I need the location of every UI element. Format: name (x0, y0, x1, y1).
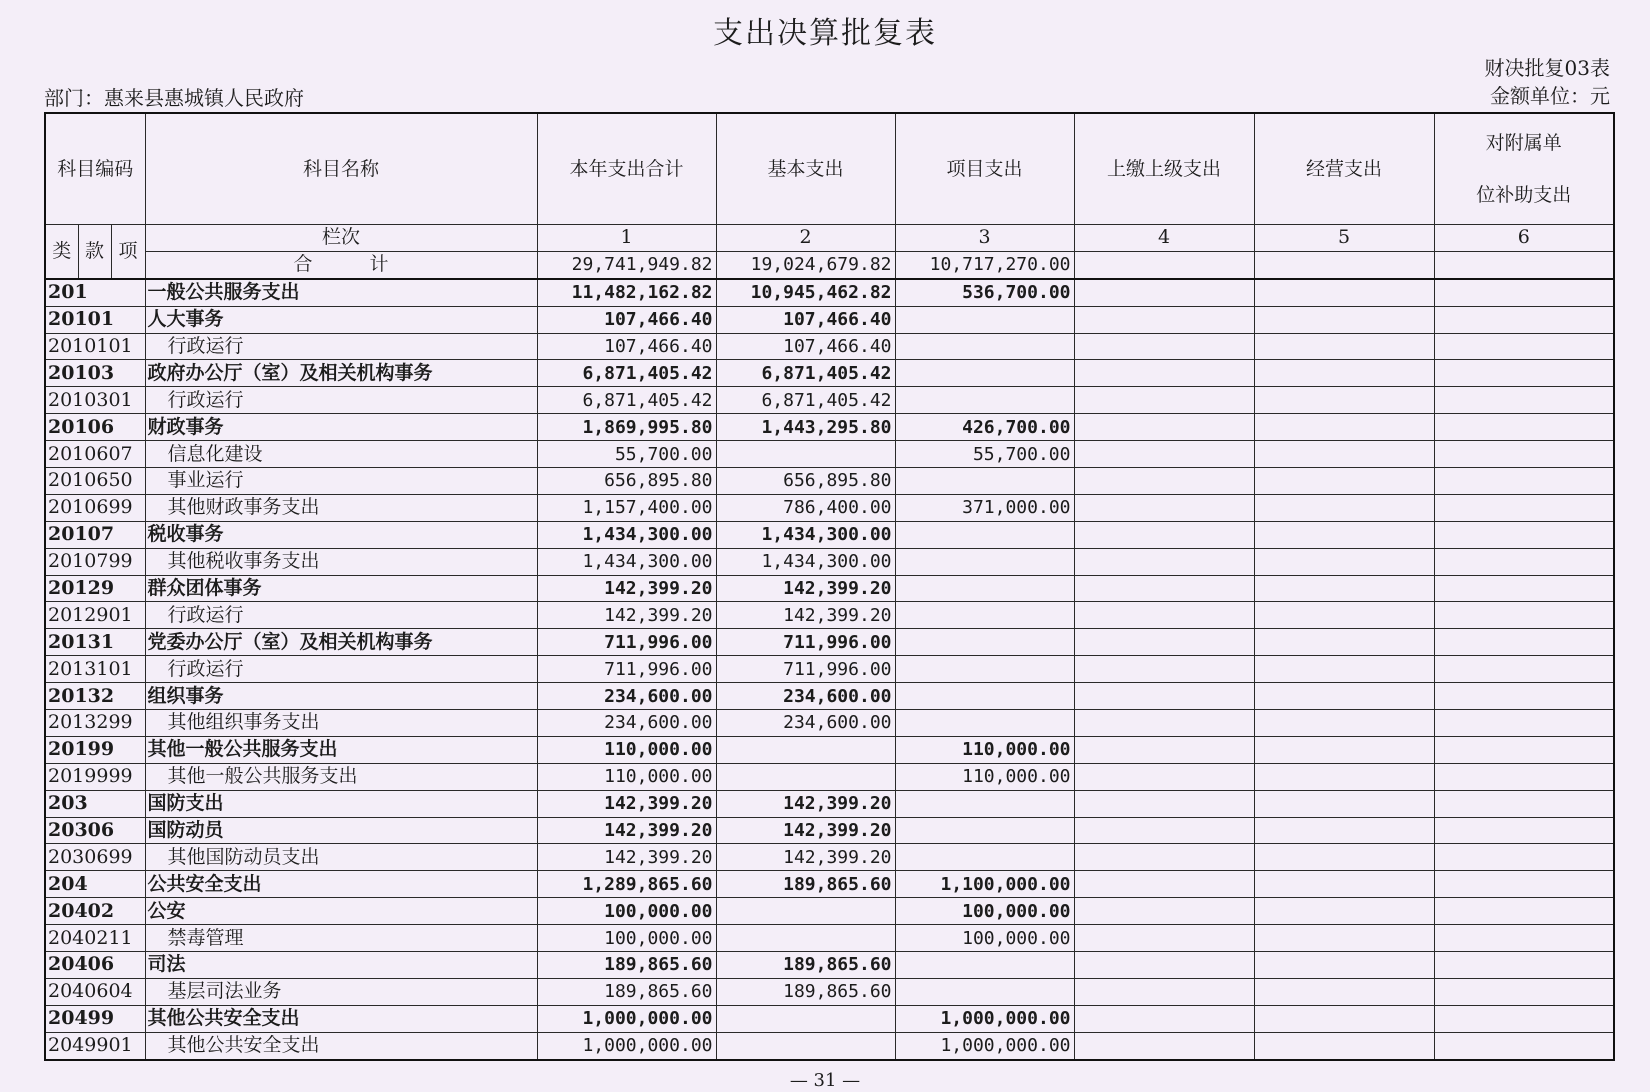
row-c5 (1254, 468, 1434, 495)
row-c4 (1074, 925, 1254, 952)
row-c2: 6,871,405.42 (716, 387, 895, 414)
row-c6 (1434, 414, 1614, 441)
row-c1: 110,000.00 (537, 736, 716, 763)
row-c1: 189,865.60 (537, 978, 716, 1005)
header-name: 科目名称 (145, 113, 537, 225)
row-c6 (1434, 978, 1614, 1005)
table-row (45, 548, 1614, 575)
row-c1: 142,399.20 (537, 602, 716, 629)
table-row (45, 978, 1614, 1005)
total-c1: 29,741,949.82 (537, 251, 716, 278)
row-c5 (1254, 494, 1434, 521)
row-c5 (1254, 844, 1434, 871)
row-c2 (716, 925, 895, 952)
row-c5 (1254, 978, 1434, 1005)
row-c2: 142,399.20 (716, 817, 895, 844)
col-num-6: 6 (1434, 225, 1614, 252)
row-c3: 100,000.00 (895, 898, 1074, 925)
row-name: 群众团体事务 (145, 575, 537, 602)
row-name: 司法 (145, 952, 537, 979)
row-c3 (895, 629, 1074, 656)
row-c2: 189,865.60 (716, 871, 895, 898)
row-c4 (1074, 548, 1254, 575)
col-num-4: 4 (1074, 225, 1254, 252)
row-c2 (716, 898, 895, 925)
row-c2: 10,945,462.82 (716, 279, 895, 306)
row-name: 行政运行 (145, 656, 537, 683)
row-c4 (1074, 656, 1254, 683)
row-c3 (895, 602, 1074, 629)
row-code: 20132 (45, 683, 145, 710)
row-c3 (895, 521, 1074, 548)
row-code: 20107 (45, 521, 145, 548)
row-c6 (1434, 468, 1614, 495)
row-code: 203 (45, 790, 145, 817)
row-c4 (1074, 521, 1254, 548)
row-c6 (1434, 279, 1614, 306)
amount-unit: 金额单位：元 (1490, 84, 1610, 108)
row-c6 (1434, 602, 1614, 629)
row-c1: 1,000,000.00 (537, 1032, 716, 1059)
row-code: 2010607 (45, 441, 145, 468)
row-name: 禁毒管理 (145, 925, 537, 952)
row-c3: 426,700.00 (895, 414, 1074, 441)
row-name: 国防支出 (145, 790, 537, 817)
table-row (45, 414, 1614, 441)
row-c4 (1074, 306, 1254, 333)
row-c3 (895, 306, 1074, 333)
row-c4 (1074, 871, 1254, 898)
row-c6 (1434, 333, 1614, 360)
row-c5 (1254, 441, 1434, 468)
header-basic: 基本支出 (716, 113, 895, 225)
row-c5 (1254, 925, 1434, 952)
row-code: 2030699 (45, 844, 145, 871)
row-c4 (1074, 844, 1254, 871)
row-c4 (1074, 978, 1254, 1005)
table-row (45, 844, 1614, 871)
row-c1: 234,600.00 (537, 710, 716, 737)
page-title: 支出决算批复表 (713, 16, 937, 51)
row-c1: 11,482,162.82 (537, 279, 716, 306)
row-c1: 1,434,300.00 (537, 548, 716, 575)
row-c4 (1074, 468, 1254, 495)
row-c1: 142,399.20 (537, 790, 716, 817)
row-name: 行政运行 (145, 602, 537, 629)
total-c2: 19,024,679.82 (716, 251, 895, 278)
row-c2: 6,871,405.42 (716, 360, 895, 387)
row-c3 (895, 978, 1074, 1005)
row-c6 (1434, 710, 1614, 737)
row-c2 (716, 763, 895, 790)
row-c2: 142,399.20 (716, 790, 895, 817)
row-c3: 100,000.00 (895, 925, 1074, 952)
row-c3 (895, 710, 1074, 737)
row-c1: 142,399.20 (537, 575, 716, 602)
row-c5 (1254, 817, 1434, 844)
row-c6 (1434, 817, 1614, 844)
row-c6 (1434, 1005, 1614, 1032)
table-row (45, 871, 1614, 898)
row-name: 一般公共服务支出 (145, 279, 537, 306)
row-name: 事业运行 (145, 468, 537, 495)
row-c1: 107,466.40 (537, 333, 716, 360)
row-c5 (1254, 279, 1434, 306)
row-c2: 1,443,295.80 (716, 414, 895, 441)
table-row (45, 333, 1614, 360)
row-c6 (1434, 656, 1614, 683)
row-name: 财政事务 (145, 414, 537, 441)
row-c3: 536,700.00 (895, 279, 1074, 306)
row-c2: 107,466.40 (716, 306, 895, 333)
row-code: 2049901 (45, 1032, 145, 1059)
row-c4 (1074, 333, 1254, 360)
row-c1: 100,000.00 (537, 898, 716, 925)
row-name: 其他财政事务支出 (145, 494, 537, 521)
row-c5 (1254, 871, 1434, 898)
header-remit: 上缴上级支出 (1074, 113, 1254, 225)
row-c1: 234,600.00 (537, 683, 716, 710)
row-name: 行政运行 (145, 333, 537, 360)
row-c4 (1074, 387, 1254, 414)
row-code: 20101 (45, 306, 145, 333)
row-name: 其他公共安全支出 (145, 1032, 537, 1059)
table-row (45, 387, 1614, 414)
row-code: 20402 (45, 898, 145, 925)
row-c2 (716, 441, 895, 468)
row-c6 (1434, 441, 1614, 468)
row-c1: 1,289,865.60 (537, 871, 716, 898)
row-c6 (1434, 629, 1614, 656)
row-c2: 234,600.00 (716, 710, 895, 737)
col-num-2: 2 (716, 225, 895, 252)
row-c3 (895, 844, 1074, 871)
table-row (45, 279, 1614, 306)
row-c4 (1074, 683, 1254, 710)
row-c4 (1074, 279, 1254, 306)
row-c1: 100,000.00 (537, 925, 716, 952)
row-c1: 110,000.00 (537, 763, 716, 790)
row-c4 (1074, 494, 1254, 521)
header-business: 经营支出 (1254, 113, 1434, 225)
row-c3: 371,000.00 (895, 494, 1074, 521)
row-code: 20406 (45, 952, 145, 979)
table-row (45, 575, 1614, 602)
table-number: 财决批复03表 (1484, 56, 1610, 80)
row-code: 204 (45, 871, 145, 898)
row-c2: 234,600.00 (716, 683, 895, 710)
row-c1: 711,996.00 (537, 629, 716, 656)
row-c6 (1434, 521, 1614, 548)
header-total: 本年支出合计 (537, 113, 716, 225)
row-c5 (1254, 952, 1434, 979)
table-row (45, 360, 1614, 387)
header-code: 科目编码 (45, 113, 145, 225)
row-c4 (1074, 763, 1254, 790)
row-c4 (1074, 441, 1254, 468)
row-c6 (1434, 683, 1614, 710)
table-row (45, 656, 1614, 683)
row-code: 2010650 (45, 468, 145, 495)
row-c5 (1254, 333, 1434, 360)
table-row (45, 710, 1614, 737)
table-row (45, 925, 1614, 952)
row-c6 (1434, 898, 1614, 925)
row-c2 (716, 736, 895, 763)
row-code: 2040604 (45, 978, 145, 1005)
row-c4 (1074, 736, 1254, 763)
row-c3: 1,100,000.00 (895, 871, 1074, 898)
row-c4 (1074, 817, 1254, 844)
expenditure-table (44, 112, 1615, 1061)
row-code: 20499 (45, 1005, 145, 1032)
row-code: 2013101 (45, 656, 145, 683)
row-c3 (895, 360, 1074, 387)
row-name: 政府办公厅（室）及相关机构事务 (145, 360, 537, 387)
col-num-3: 3 (895, 225, 1074, 252)
total-row (45, 251, 1614, 278)
row-name: 基层司法业务 (145, 978, 537, 1005)
row-name: 税收事务 (145, 521, 537, 548)
department-label: 部门：惠来县惠城镇人民政府 (44, 86, 304, 110)
row-c2: 711,996.00 (716, 656, 895, 683)
row-c4 (1074, 790, 1254, 817)
row-c1: 55,700.00 (537, 441, 716, 468)
table-row (45, 306, 1614, 333)
row-name: 组织事务 (145, 683, 537, 710)
table-row (45, 736, 1614, 763)
table-row (45, 898, 1614, 925)
row-c4 (1074, 898, 1254, 925)
row-c4 (1074, 602, 1254, 629)
total-label: 合 计 (145, 251, 537, 278)
row-c3 (895, 683, 1074, 710)
row-c5 (1254, 763, 1434, 790)
row-c3 (895, 817, 1074, 844)
row-c5 (1254, 548, 1434, 575)
row-c3 (895, 387, 1074, 414)
row-c1: 1,157,400.00 (537, 494, 716, 521)
row-c5 (1254, 575, 1434, 602)
row-c3: 1,000,000.00 (895, 1005, 1074, 1032)
table-row (45, 441, 1614, 468)
total-c5 (1254, 251, 1434, 278)
header-xiang: 项 (111, 225, 145, 279)
row-c1: 6,871,405.42 (537, 387, 716, 414)
row-c3: 110,000.00 (895, 736, 1074, 763)
row-c2: 142,399.20 (716, 602, 895, 629)
row-c6 (1434, 306, 1614, 333)
row-c5 (1254, 790, 1434, 817)
row-code: 2012901 (45, 602, 145, 629)
col-num-1: 1 (537, 225, 716, 252)
row-c2: 107,466.40 (716, 333, 895, 360)
row-c5 (1254, 683, 1434, 710)
row-c3: 55,700.00 (895, 441, 1074, 468)
row-code: 20131 (45, 629, 145, 656)
header-row (45, 113, 1614, 225)
row-name: 信息化建设 (145, 441, 537, 468)
row-code: 2040211 (45, 925, 145, 952)
row-c2: 189,865.60 (716, 978, 895, 1005)
row-c4 (1074, 1032, 1254, 1059)
row-name: 国防动员 (145, 817, 537, 844)
row-c3 (895, 575, 1074, 602)
table-row (45, 602, 1614, 629)
row-code: 20306 (45, 817, 145, 844)
row-c1: 142,399.20 (537, 817, 716, 844)
column-number-row (45, 225, 1614, 252)
row-c3: 110,000.00 (895, 763, 1074, 790)
table-row (45, 494, 1614, 521)
row-c6 (1434, 548, 1614, 575)
row-c1: 1,434,300.00 (537, 521, 716, 548)
row-c4 (1074, 575, 1254, 602)
row-c6 (1434, 871, 1614, 898)
row-c2: 189,865.60 (716, 952, 895, 979)
row-code: 20103 (45, 360, 145, 387)
row-c6 (1434, 360, 1614, 387)
row-c1: 107,466.40 (537, 306, 716, 333)
header-lei: 类 (45, 225, 78, 279)
row-name: 其他组织事务支出 (145, 710, 537, 737)
row-name: 行政运行 (145, 387, 537, 414)
row-name: 公安 (145, 898, 537, 925)
row-code: 2010799 (45, 548, 145, 575)
row-c4 (1074, 414, 1254, 441)
row-c6 (1434, 494, 1614, 521)
row-code: 20199 (45, 736, 145, 763)
header-project: 项目支出 (895, 113, 1074, 225)
row-code: 2013299 (45, 710, 145, 737)
row-c5 (1254, 629, 1434, 656)
row-code: 2010101 (45, 333, 145, 360)
row-c5 (1254, 414, 1434, 441)
table-row (45, 1005, 1614, 1032)
row-name: 党委办公厅（室）及相关机构事务 (145, 629, 537, 656)
row-code: 201 (45, 279, 145, 306)
row-name: 其他一般公共服务支出 (145, 736, 537, 763)
table-row (45, 683, 1614, 710)
row-name: 其他税收事务支出 (145, 548, 537, 575)
row-c1: 142,399.20 (537, 844, 716, 871)
row-c6 (1434, 925, 1614, 952)
table-row (45, 468, 1614, 495)
row-c4 (1074, 1005, 1254, 1032)
header-kuan: 款 (78, 225, 111, 279)
table-row (45, 763, 1614, 790)
row-name: 公共安全支出 (145, 871, 537, 898)
table-row (45, 1032, 1614, 1059)
row-c4 (1074, 629, 1254, 656)
table-row (45, 790, 1614, 817)
row-c1: 711,996.00 (537, 656, 716, 683)
row-name: 人大事务 (145, 306, 537, 333)
row-c2: 142,399.20 (716, 575, 895, 602)
row-c5 (1254, 602, 1434, 629)
row-c1: 1,000,000.00 (537, 1005, 716, 1032)
row-c3 (895, 952, 1074, 979)
header-subsidy: 对附属单 位补助支出 (1434, 113, 1614, 225)
row-c5 (1254, 306, 1434, 333)
row-code: 2010301 (45, 387, 145, 414)
row-c6 (1434, 387, 1614, 414)
table-row (45, 817, 1614, 844)
row-c2: 1,434,300.00 (716, 521, 895, 548)
table-row (45, 952, 1614, 979)
row-code: 2010699 (45, 494, 145, 521)
row-code: 2019999 (45, 763, 145, 790)
row-c2: 142,399.20 (716, 844, 895, 871)
row-c2: 711,996.00 (716, 629, 895, 656)
page-number: — 31 — (789, 1070, 861, 1091)
table-row (45, 629, 1614, 656)
total-c3: 10,717,270.00 (895, 251, 1074, 278)
row-name: 其他公共安全支出 (145, 1005, 537, 1032)
row-c3: 1,000,000.00 (895, 1032, 1074, 1059)
row-c2 (716, 1032, 895, 1059)
row-c5 (1254, 360, 1434, 387)
row-c1: 656,895.80 (537, 468, 716, 495)
row-c1: 189,865.60 (537, 952, 716, 979)
total-c4 (1074, 251, 1254, 278)
row-c6 (1434, 844, 1614, 871)
row-c6 (1434, 763, 1614, 790)
row-c5 (1254, 1005, 1434, 1032)
row-c5 (1254, 656, 1434, 683)
header-lanci: 栏次 (145, 225, 537, 252)
row-c5 (1254, 898, 1434, 925)
row-c6 (1434, 952, 1614, 979)
row-c6 (1434, 790, 1614, 817)
col-num-5: 5 (1254, 225, 1434, 252)
row-c5 (1254, 521, 1434, 548)
total-c6 (1434, 251, 1614, 278)
row-c3 (895, 468, 1074, 495)
row-name: 其他一般公共服务支出 (145, 763, 537, 790)
row-code: 20106 (45, 414, 145, 441)
row-c2 (716, 1005, 895, 1032)
row-c1: 1,869,995.80 (537, 414, 716, 441)
row-code: 20129 (45, 575, 145, 602)
row-c4 (1074, 710, 1254, 737)
row-c2: 786,400.00 (716, 494, 895, 521)
row-c3 (895, 333, 1074, 360)
row-c6 (1434, 736, 1614, 763)
row-c4 (1074, 952, 1254, 979)
row-c3 (895, 790, 1074, 817)
row-c3 (895, 656, 1074, 683)
table-row (45, 521, 1614, 548)
row-c5 (1254, 736, 1434, 763)
row-c6 (1434, 575, 1614, 602)
row-c5 (1254, 1032, 1434, 1059)
row-c5 (1254, 387, 1434, 414)
row-c1: 6,871,405.42 (537, 360, 716, 387)
row-name: 其他国防动员支出 (145, 844, 537, 871)
row-c4 (1074, 360, 1254, 387)
row-c3 (895, 548, 1074, 575)
row-c6 (1434, 1032, 1614, 1059)
row-c5 (1254, 710, 1434, 737)
row-c2: 1,434,300.00 (716, 548, 895, 575)
row-c2: 656,895.80 (716, 468, 895, 495)
